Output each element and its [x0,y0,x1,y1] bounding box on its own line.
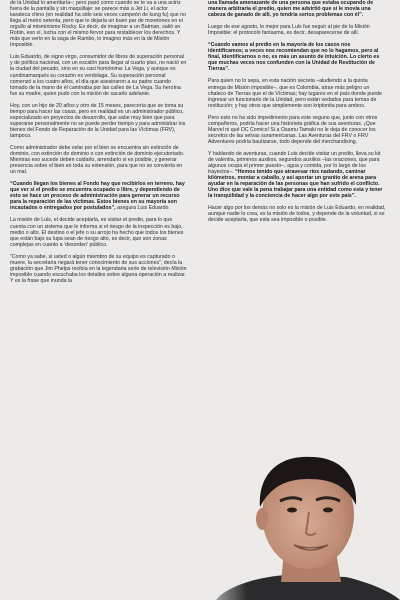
paragraph: Luis Eduardo, de signo virgo, consumidor de libros de superación personal y de política nacional, con un escalón para llegar al cuarto piso, no nació en la ciudad del pecado, sino en su casi homónima: La Vega, y aunque es cundinamarqués su corazón es verdolaga. Su superación personal comenzó a los cuatro años, el día que asesinaron a su padre cuando tomado de la mano de él caminaba por las calles de La Vega. Su heroína fue su madre, quien pudo con la misión de sacarlo adelante. [10,54,187,97]
quote-paragraph [208,151,386,199]
pull-quote: “Cuando llegan los bienes al Fondo hay que recibirlos en terreno, hay que ver si el predio se encuentra ocupado o libre, y dependiendo de esto se hace un proceso de administración para generar un recurso para la reparación de las víctimas. Estos bienes en su mayoría son incautados o entregados por postulados”, [10,181,185,212]
left-column [10,0,188,290]
paragraph-text: Y hablando de aventuras, cuando Luis decide visitar un predio, lleva su kit de valentía, primeros auxilios, segundos auxilios –las oraciones, que para algunos ocupa el primer puesto–, agua y comida, por lo largo de los trayectos–. [208,150,381,176]
paragraph: Luego de ese agosto, lo mejor para Luis fue seguir al pie de la Misión Imposible: el protocolo fantasma, es decir, desaparecerse de allí. [208,24,370,37]
paragraph: La misión de Luis, el decide aceptarla, es visitar el predio, para lo que cuenta con un sistema que le informa si el riesgo de la inspección es bajo, medio o alto. El destino o el jefe o su arrojo ha hecho que todos los bienes que están bajo su lupa sean de riesgo alto, es decir, que son zonas complejas en cuanto a ‘desorden’ público. [10,217,184,248]
quote-attribution: asegura Luis Eduardo. [115,205,170,212]
pull-quote: una llamada amenazante de una persona que estaba ocupando de manera arbitraria el predio, quien me advirtió que si le movía una cabeza de ganado de allí, yo tendría serios problemas con él”. [208,0,374,19]
quote-paragraph [10,181,188,211]
paragraph: “Como ya sabe, si usted o algún miembro de su equipo es capturado o muere, la secretaria negará tener conocimiento de sus acciones”, decía la grabación que Jim Phelps recibía en la legendaria serie de televisión Misión imposible cuando escuchaba los detalles sobre alguna operación a realizar. Y es la frase que inunda la [10,253,187,284]
pull-quote: “Cuando vamos al predio en la mayoría de los casos nos identificamos; a veces nos recomiendan que no lo hagamos, pero al final, identificarnos o no, es más un asunto de intuición. Lo cierto es que muchas veces nos confunden con la Unidad de Restitución de Tierras”. [208,42,380,73]
quote-paragraph [208,0,386,18]
quote-paragraph [208,42,386,72]
pull-quote: “Hemos tenido que atravesar ríos nadando, caminar kilómetros, montar a caballo, y así aportar un granito de arena para ayudar en la reparación de las personas que han sufrido el conflicto. Uno dice que vale la pena trabajar para una entidad como esta y tener la tranquilidad y la conciencia de hacer algo por este país”. [208,169,383,200]
paragraph: Para quien no lo sepa, en esta nación secreta –aludiendo a la quinta entrega de Misión imposible–, que es Colombia, atrae más peligro un chaleco de Tierras que el de Víctimas; hay lugares en el país donde puede ingresar un funcionario de la Unidad, pero están vedados para temas de restitución; y hay otros que simplemente son kriptonita para ambos. [208,78,382,109]
paragraph: Pero esto no ha sido impedimento para este veguno que, junto con otros compañeros, podría hacer una historieta gráfica de sus aventuras. ¡Que Marvel ni qué DC Comics! Si a Osamu Tamaki no le deja de conocer los secretos de las selvas suramericanas. Las Aventuras del FRV o FRV Adventures podría bautizarse, todo depende del merchandising. [208,114,378,145]
paragraph: Hoy, con un hijo de 20 años y otro de 15 meses, parecería que se toma su tiempo para hacer las cosas, pero en realidad es un administrador público, especializado en proyectos de desarrollo, que sabe muy bien que para superarse personalmente no se puede perder tiempo y para administrar los bienes del Fondo de Reparación de la Unidad para las Víctimas (FRV), tampoco. [10,102,186,139]
paragraph: Hacer algo por los demás no solo es la misión de Luis Eduardo, en realidad, aunque nadie lo crea, es la misión de todos, y depende de la voluntad, si se decide aceptarla, que esta sea imposible o posible. [208,205,386,224]
paragraph: de la Unidad lo ameritaría–; pero pasó como cuando se te va a una actriz fuera de la pantalla y sin maquillaje: se parece más a Jet Li, el actor karateca chino (en realidad ha sido seis veces campeón de kung fu) que no llega al metro setenta, pero que le dejaría un buen par de moretones en el orgullo al misminismo Rocky. Es decir, de imaginar a un Batman, salió un Robin, eso sí, lucha con el mismo fervor para restablecer los derechos. Y más que verlo en la saga de Rambo, lo imagino más en la de Misión Imposible. [10,0,186,49]
paragraph: Como administrador debe velar por el bien se encuentra sin extinción de dominio, con extinción de dominio o con extinción de dominio ejecutoriado. Mientras eso sucede deben cuidarlo, arrendarlo si es posible, y generar presencia sobre el bien en toda su extensión, para que no se convierta en un mal. [10,144,185,176]
right-column [208,0,386,229]
portrait-photo [196,437,400,600]
